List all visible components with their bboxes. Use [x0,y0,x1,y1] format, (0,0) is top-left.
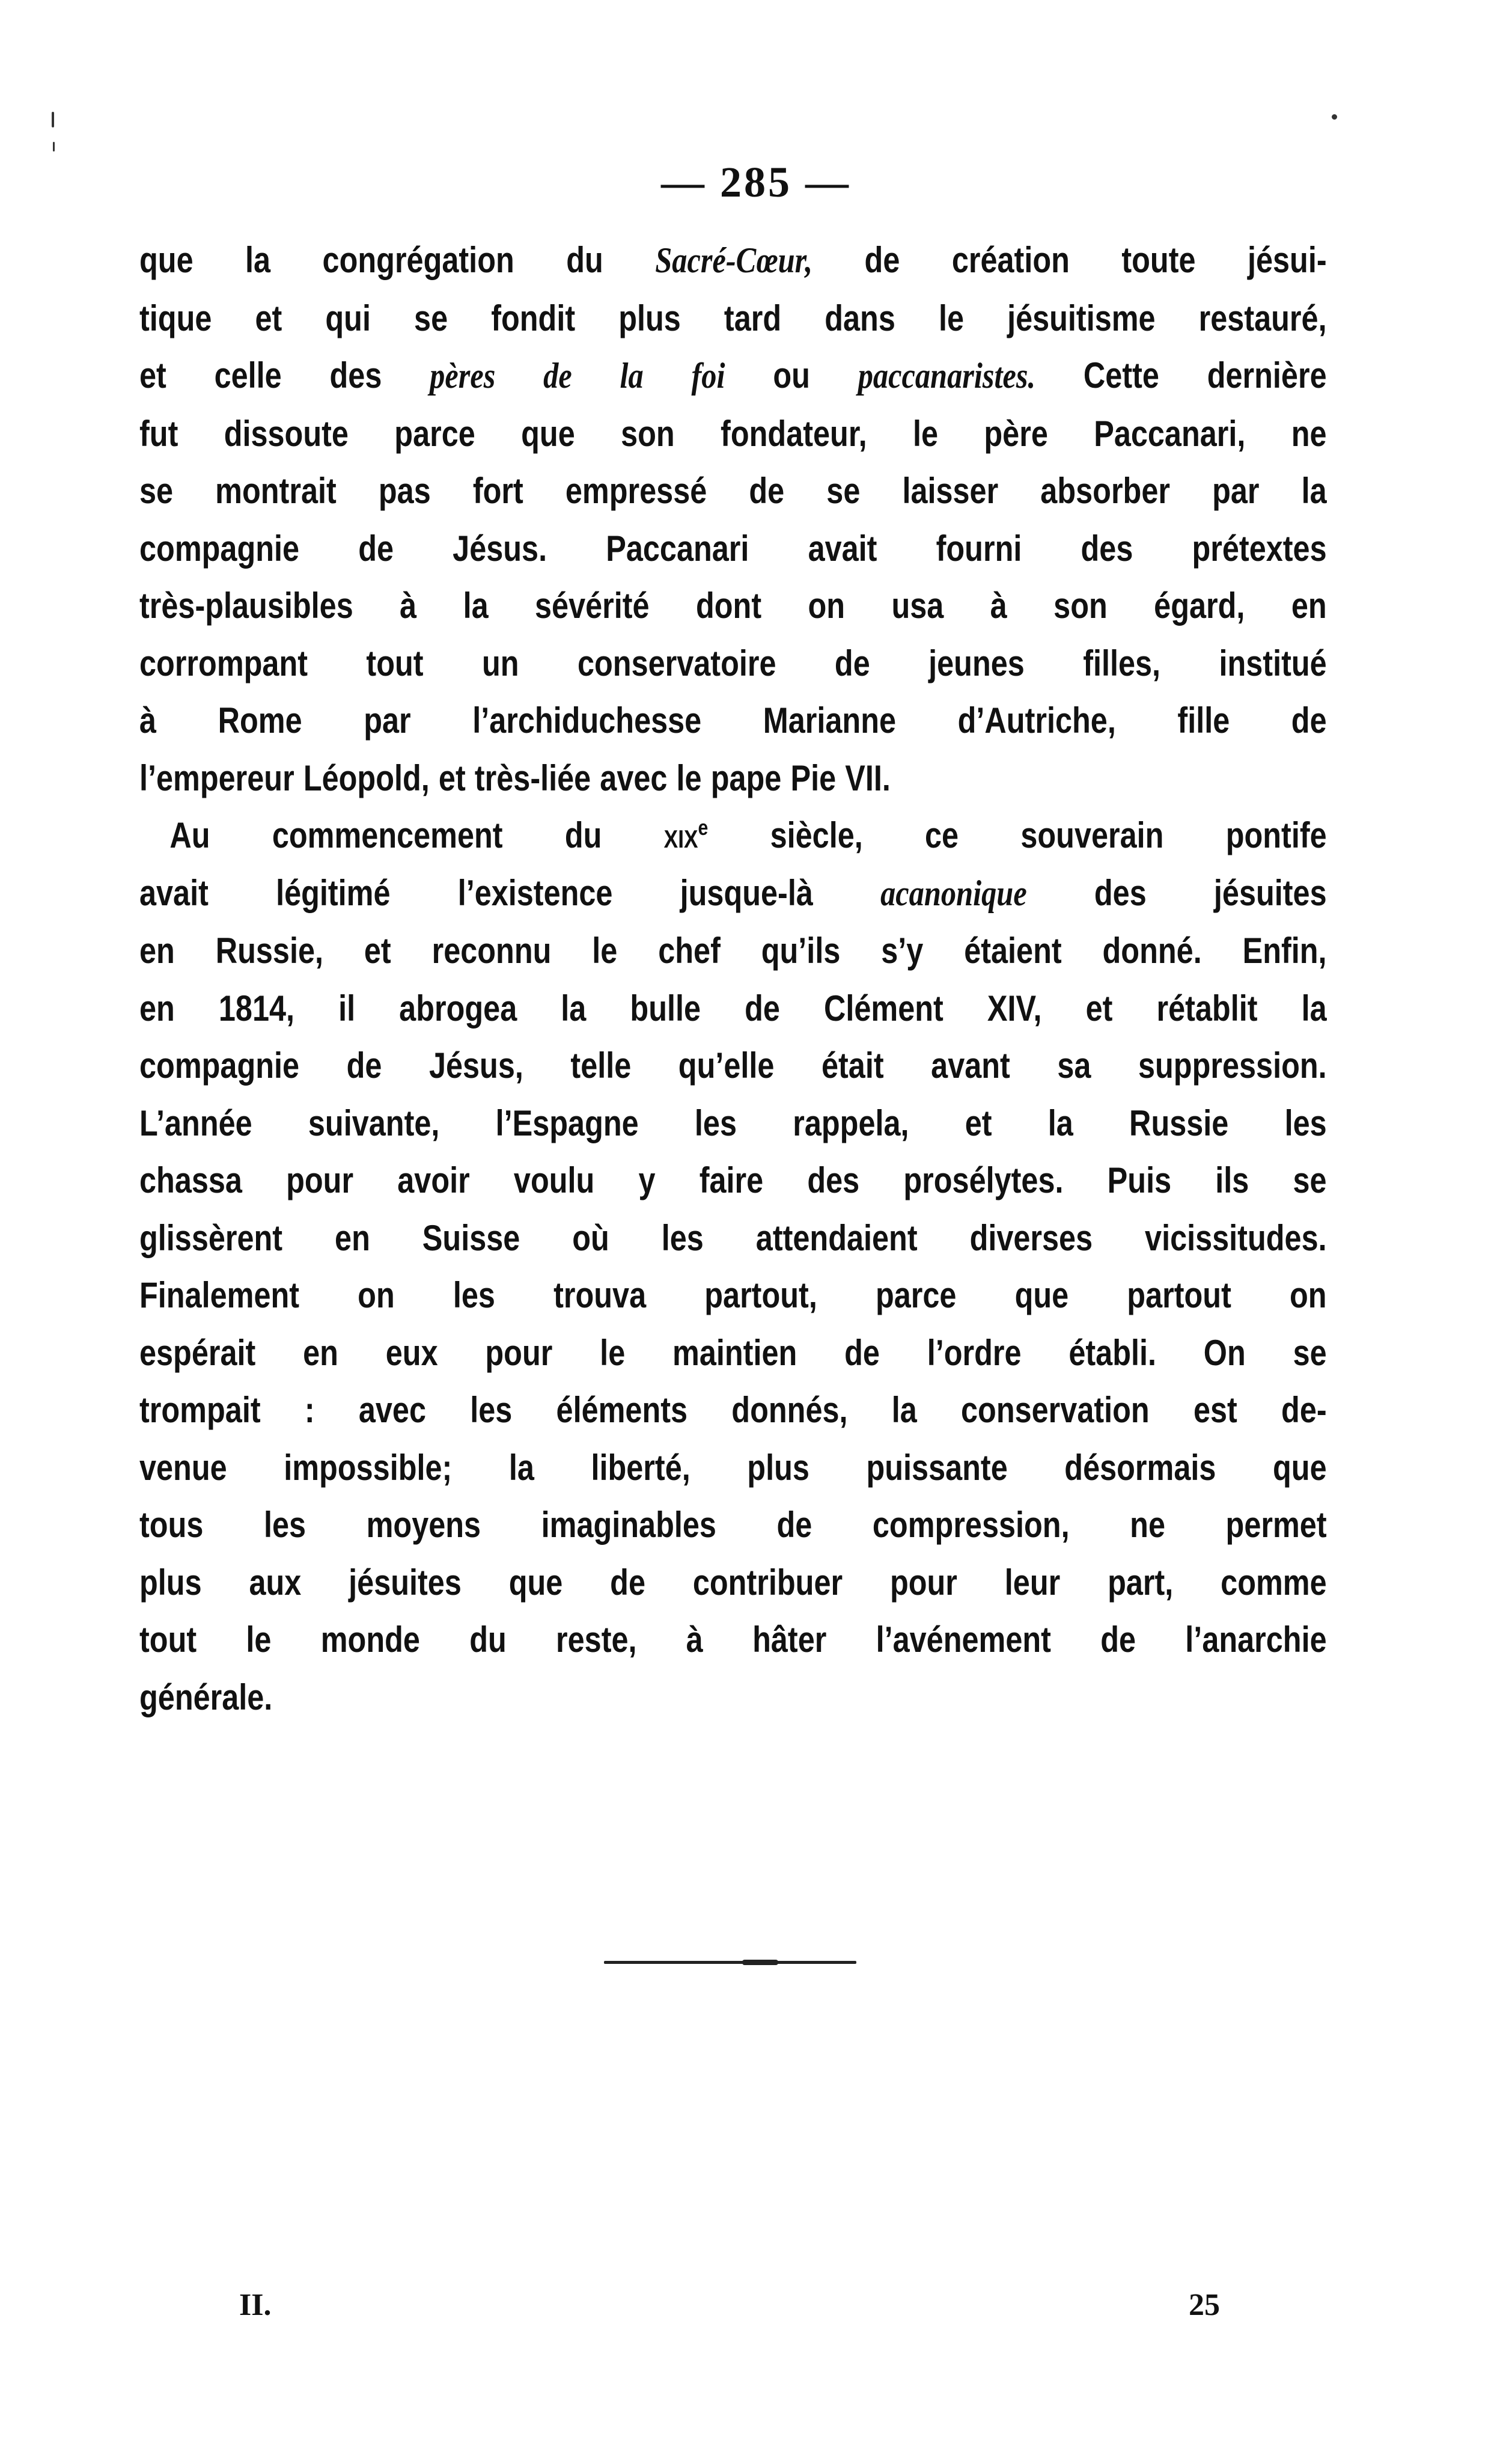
word: le [246,1619,272,1660]
word: pour [485,1332,553,1373]
word: sévérité [535,585,650,626]
word: jeunes [928,643,1025,683]
word: les [1284,1102,1327,1143]
word: les [453,1275,495,1315]
margin-speck [1332,114,1337,120]
word: voulu [513,1160,595,1200]
word: d’Autriche, [957,700,1116,741]
word: Paccanari, [1094,413,1246,454]
word: pour [889,1562,957,1603]
word: monde [320,1619,420,1660]
word: hâter [752,1619,827,1660]
word: reconnu [431,931,552,971]
word: éléments [556,1390,688,1430]
word: à [990,585,1007,626]
word: chef [658,931,721,971]
text-line [139,635,1327,693]
text-line [139,1037,1327,1095]
word: jésuites [349,1562,462,1603]
word: jésui- [1247,240,1327,280]
word: Puis [1107,1160,1172,1200]
word: on [358,1275,395,1315]
word: ce [925,815,959,855]
word: qui [325,298,371,338]
word: ne [1130,1505,1165,1545]
word: glissèrent [139,1217,283,1258]
word: de [834,643,870,683]
word: Suisse [422,1217,520,1258]
word: à [686,1619,703,1660]
word: avec [600,757,668,798]
text-line [139,231,1327,290]
margin-speck [52,112,54,127]
word: la [1301,988,1327,1029]
word: pour [286,1160,354,1200]
page-number-header: — 285 — [661,158,851,206]
word: par [364,700,411,741]
word: à [139,700,157,741]
word: Clément [823,988,943,1029]
word: se [1293,1332,1327,1373]
word: du [566,240,603,280]
word: jésuitisme [1007,298,1156,338]
word: jusque-là [680,872,813,913]
word: compression, [872,1505,1070,1545]
text-line [139,577,1327,635]
text-line [139,1152,1327,1209]
word: se [1293,1160,1327,1200]
word: se [826,471,861,511]
word: son [1053,585,1108,626]
word: et [1085,988,1113,1029]
word: avant [931,1045,1010,1086]
text-line [139,1554,1327,1612]
word: fut [139,413,178,454]
word: désormais [1064,1447,1216,1488]
word: absorber [1040,471,1170,511]
word: dont [695,585,762,626]
word: parce [875,1275,957,1315]
word: tique [139,298,212,338]
word: vicissitudes. [1145,1217,1327,1258]
word: Au [169,815,210,855]
word: qu’ils [761,931,841,971]
word: de [844,1332,880,1373]
text-line [139,462,1327,520]
word: légitimé [276,872,391,913]
text-line [139,864,1327,923]
word: laisser [902,471,999,511]
word: la [891,1390,917,1430]
word: l’empereur [139,757,294,798]
word: ne [1291,413,1327,454]
text-line [139,1381,1327,1439]
word: pape [710,757,782,798]
word: que [1272,1447,1327,1488]
text-line [139,1095,1327,1152]
word: du [469,1619,507,1660]
word: du [564,815,602,855]
text-line [139,1611,1327,1669]
text-line [139,347,1327,405]
word: dernière [1207,355,1327,396]
word: très-liée [474,757,591,798]
word: que [521,413,575,454]
word: foi [691,356,725,396]
word: corrompant [139,643,308,683]
word: en [1291,585,1327,626]
word: suppression. [1138,1045,1327,1086]
word: par [1212,471,1260,511]
word: On [1203,1332,1246,1373]
word: abrogea [399,988,517,1029]
word: institué [1219,643,1327,683]
word: conservatoire [577,643,776,683]
word: puissante [866,1447,1008,1488]
word: comme [1221,1562,1327,1603]
word: de [543,356,572,396]
word: l’ordre [927,1332,1022,1373]
word: empressé [565,471,707,511]
word: les [263,1505,306,1545]
word: toute [1121,240,1196,280]
word: le [676,757,702,798]
word: on [1290,1275,1327,1315]
section-divider-rule [604,1961,856,1964]
word: le [938,298,964,338]
word: de [749,471,785,511]
word: étaient [964,931,1062,971]
word: impossible; [284,1447,453,1488]
word: les [694,1102,737,1143]
word: donnés, [731,1390,848,1430]
word: en [139,931,175,971]
word: suivante, [308,1102,440,1143]
word: partout [1127,1275,1231,1315]
margin-speck [53,142,55,151]
word: leur [1004,1562,1061,1603]
word: de- [1281,1390,1327,1430]
word: Paccanari [606,528,749,569]
word: que [139,240,194,280]
word: Jésus, [428,1045,523,1086]
word: générale. [139,1677,273,1717]
word: rétablit [1156,988,1258,1029]
word: avait [808,528,877,569]
text-line [139,405,1327,463]
word: avoir [397,1160,470,1200]
word: trompait [139,1390,261,1430]
word: la [620,356,644,396]
word: la [1047,1102,1073,1143]
word: Rome [218,700,302,741]
word: la [1301,471,1327,511]
word: L’année [139,1102,252,1143]
word: la [561,988,587,1029]
word: tout [366,643,424,683]
word: plus [139,1562,202,1603]
text-line [139,1267,1327,1324]
word: Russie, [215,931,323,971]
word: fille [1177,700,1230,741]
word: Finalement [139,1275,300,1315]
word: souverain [1020,815,1164,855]
word: plus [618,298,681,338]
word: l’existence [457,872,613,913]
text-line [139,1496,1327,1554]
word: de [864,240,900,280]
word: la [463,585,489,626]
word: paccanaristes. [858,356,1036,396]
word: compagnie [139,1045,300,1086]
word: que [508,1562,563,1603]
word: y [638,1160,656,1200]
word: trouva [553,1275,647,1315]
text-line [139,922,1327,980]
word: partout, [704,1275,817,1315]
word: se [414,298,448,338]
word: des [1081,528,1133,569]
word: eux [385,1332,438,1373]
word: l’Espagne [495,1102,639,1143]
word: aux [249,1562,302,1603]
word: avec [358,1390,426,1430]
word: l’archiduchesse [472,700,702,741]
word: on [808,585,846,626]
word: part, [1108,1562,1174,1603]
word: attendaient [755,1217,918,1258]
word: de [776,1505,812,1545]
word: filles, [1083,643,1161,683]
word: contribuer [692,1562,843,1603]
word: les [470,1390,513,1430]
word: permet [1225,1505,1327,1545]
word: fort [472,471,523,511]
word: VII. [845,757,891,798]
word: pontife [1225,815,1327,855]
word: père [984,413,1048,454]
word: moyens [366,1505,481,1545]
word: acanonique [880,873,1027,913]
word: en [303,1332,338,1373]
word: xix$^e$ [663,815,709,855]
word: plus [747,1447,809,1488]
word: de [346,1045,382,1086]
text-line [139,692,1327,750]
word: venue [139,1447,227,1488]
word: et [255,298,282,338]
word: 1814, [218,988,295,1029]
word: était [821,1045,884,1086]
word: pères [430,356,496,396]
word: que [1014,1275,1069,1315]
word: à [400,585,417,626]
word: XIV, [987,988,1042,1029]
word: et [438,757,466,798]
word: Enfin, [1242,931,1327,971]
word: un [481,643,519,683]
text-line [139,1669,1327,1726]
word: le [600,1332,626,1373]
word: il [338,988,356,1029]
body-text [139,231,1327,1726]
word: siècle, [770,815,863,855]
word: montrait [215,471,337,511]
word: de [610,1562,646,1603]
word: de [745,988,780,1029]
word: la [245,240,271,280]
word: qu’elle [678,1045,775,1086]
word: tout [139,1619,197,1660]
text-line [139,1209,1327,1267]
word: dans [825,298,895,338]
word: Cette [1083,355,1159,396]
text-line [139,290,1327,347]
word: chassa [139,1160,242,1200]
sheet-signature: 25 [1189,2288,1220,2322]
word: compagnie [139,528,300,569]
word: de [1100,1619,1136,1660]
word: est [1193,1390,1237,1430]
word: commencement [272,815,503,855]
word: établi. [1068,1332,1156,1373]
word: reste, [556,1619,637,1660]
word: dissoute [224,413,349,454]
word: et [139,355,166,396]
word: telle [570,1045,632,1086]
word: en [335,1217,370,1258]
word: de [358,528,394,569]
word: l’avénement [876,1619,1051,1660]
word: se [139,471,174,511]
word: Léopold, [303,757,430,798]
word: son [621,413,675,454]
word: usa [891,585,944,626]
word: liberté, [591,1447,690,1488]
word: des [329,355,382,396]
word: jésuites [1213,872,1327,913]
word: très-plausibles [139,585,353,626]
word: Sacré-Cœur, [655,240,813,280]
word: : [304,1390,315,1430]
word: prétextes [1192,528,1327,569]
word: ils [1215,1160,1249,1200]
word: l’anarchie [1185,1619,1327,1660]
word: des [1094,872,1147,913]
word: avait [139,872,209,913]
word: en [139,988,175,1029]
word: faire [699,1160,764,1200]
text-line [139,750,1327,807]
text-line [139,520,1327,578]
word: pas [378,471,431,511]
word: le [592,931,618,971]
text-line [139,807,1327,864]
word: Russie [1129,1102,1229,1143]
volume-signature: II. [239,2288,272,2322]
word: où [572,1217,609,1258]
word: Marianne [763,700,897,741]
word: restauré, [1198,298,1327,338]
word: fondateur, [721,413,867,454]
word: fondit [491,298,576,338]
word: de [1291,700,1327,741]
word: création [951,240,1070,280]
word: la [508,1447,534,1488]
text-line [139,1324,1327,1382]
word: maintien [672,1332,797,1373]
word: Pie [790,757,837,798]
text-line [139,1439,1327,1497]
word: tous [139,1505,204,1545]
word: fourni [936,528,1022,569]
word: prosélytes. [903,1160,1064,1200]
word: rappela, [793,1102,909,1143]
word: diverses [969,1217,1093,1258]
word: espérait [139,1332,256,1373]
word: sa [1057,1045,1091,1086]
word: des [807,1160,860,1200]
word: les [661,1217,704,1258]
word: donné. [1102,931,1202,971]
word: conservation [961,1390,1150,1430]
word: bulle [630,988,701,1029]
word: et [965,1102,992,1143]
word: s’y [881,931,924,971]
text-line [139,980,1327,1038]
word: et [364,931,391,971]
word: congrégation [322,240,514,280]
word: imaginables [541,1505,716,1545]
word: tard [724,298,782,338]
word: le [913,413,939,454]
word: parce [394,413,475,454]
word: égard, [1154,585,1245,626]
word: celle [214,355,282,396]
word: ou [773,355,810,396]
word: Jésus. [453,528,547,569]
